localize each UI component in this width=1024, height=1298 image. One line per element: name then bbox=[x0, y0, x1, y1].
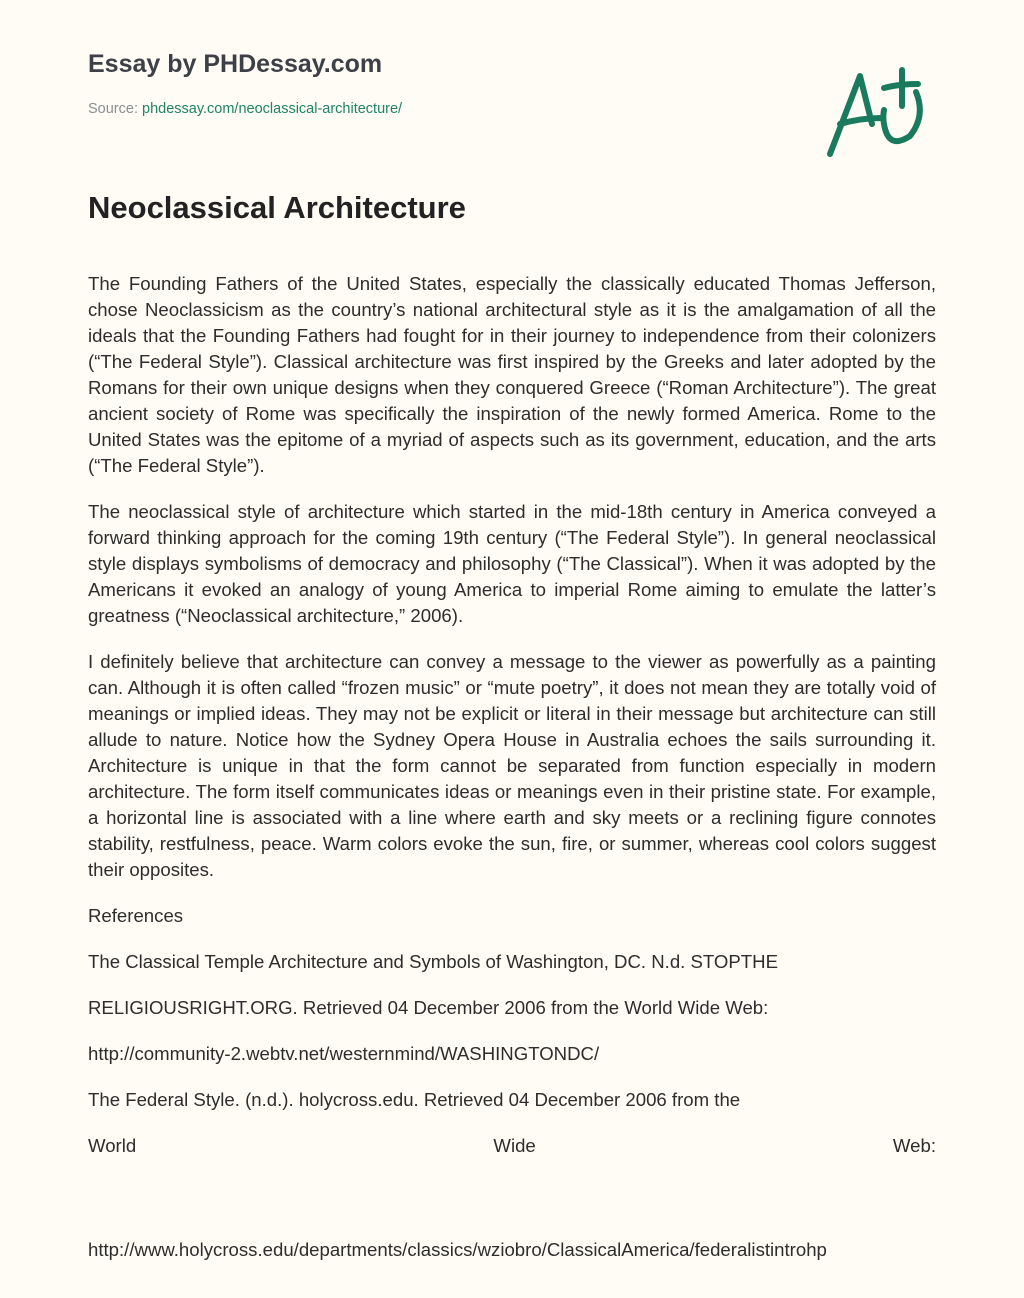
site-brand: Essay by PHDessay.com bbox=[88, 50, 383, 78]
references-heading: References bbox=[88, 905, 184, 926]
essay-title: Neoclassical Architecture bbox=[88, 190, 466, 225]
paragraph: I definitely believe that architecture can convey a message to the viewer as powerfully as a painting can. Although it is often called “frozen music” or “mute poetry”, it does not mean they are totally void of meanings or implied ideas. They may not be explicit or literal in their message but architecture can still allude to nature. Notice how the Sydney Opera House in Australia echoes the sails surrounding it. Architecture is unique in that the form cannot be separated from function especially in modern architecture. The form itself communicates ideas or meanings even in their pristine state. For example, a horizontal line is associated with a line where earth and sky meets or a reclining figure connotes stability, restfulness, peace. Warm colors evoke the sun, fire, or summer, whereas cool colors suggest their opposites. bbox=[88, 651, 936, 880]
clipped-reference-url: http://www.holycross.edu/departments/classics/wziobro/ClassicalAmerica/federalistintrohp bbox=[88, 1239, 827, 1260]
reference-line: The Federal Style. (n.d.). holycross.edu. Retrieved 04 December 2006 from the bbox=[88, 1089, 741, 1110]
essay-body bbox=[88, 271, 936, 1159]
reference-line: http://community-2.webtv.net/westernmind/WASHINGTONDC/ bbox=[88, 1043, 600, 1064]
reference-line: World Wide Web: bbox=[88, 1135, 936, 1156]
source-label: Source: bbox=[88, 101, 138, 117]
source-link[interactable]: phdessay.com/neoclassical-architecture/ bbox=[142, 101, 403, 117]
a-plus-grade-icon bbox=[822, 62, 932, 162]
reference-line: RELIGIOUSRIGHT.ORG. Retrieved 04 December 2006 from the World Wide Web: bbox=[88, 997, 769, 1018]
source-line bbox=[88, 101, 402, 117]
paragraph: The neoclassical style of architecture which started in the mid-18th century in America conveyed a forward thinking approach for the coming 19th century (“The Federal Style”). In general neoclassical style displays symbolisms of democracy and philosophy (“The Classical”). When it was adopted by the Americans it evoked an analogy of young America to imperial Rome aiming to emulate the latter’s greatness (“Neoclassical architecture,” 2006). bbox=[88, 501, 936, 626]
paragraph: The Founding Fathers of the United States, especially the classically educated Thomas Jefferson, chose Neoclassicism as the country’s national architectural style as it is the amalgamation of all the ideals that the Founding Fathers had fought for in their journey to independence from their colonizers (“The Federal Style”). Classical architecture was first inspired by the Greeks and later adopted by the Romans for their own unique designs when they conquered Greece (“Roman Architecture”). The great ancient society of Rome was specifically the inspiration of the newly formed America. Rome to the United States was the epitome of a myriad of aspects such as its government, education, and the arts (“The Federal Style”). bbox=[88, 273, 936, 476]
reference-line: The Classical Temple Architecture and Symbols of Washington, DC. N.d. STOPTHE bbox=[88, 951, 778, 972]
